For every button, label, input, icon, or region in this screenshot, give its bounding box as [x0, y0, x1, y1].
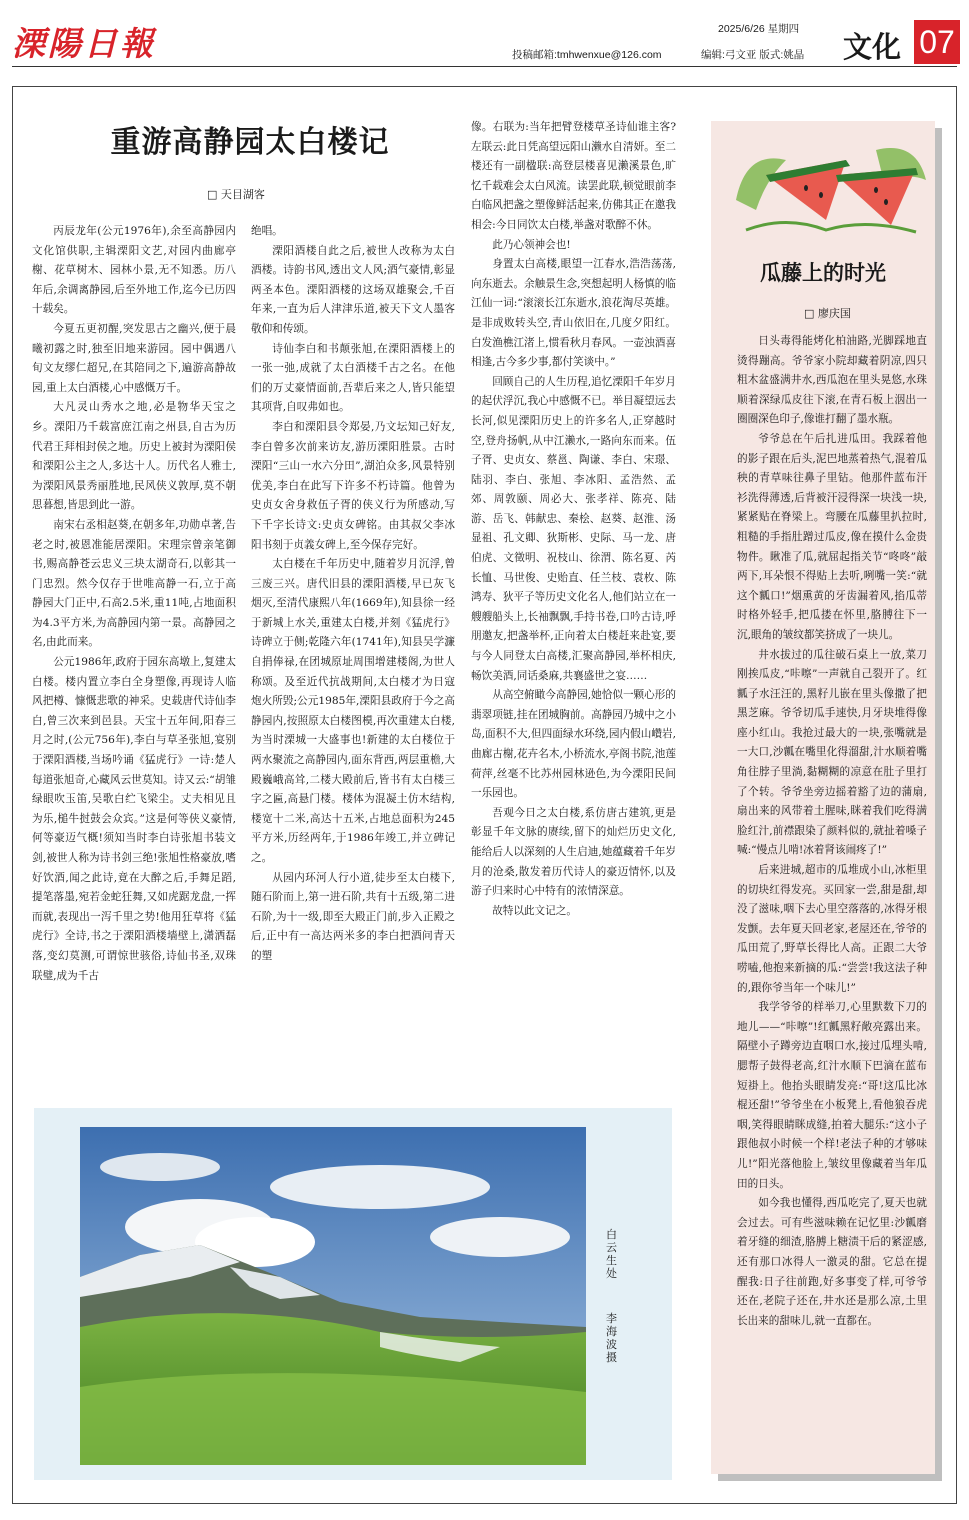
submission-email: 投稿邮箱:tmhwenxue@126.com: [512, 49, 662, 61]
section-title: 文化: [843, 30, 902, 64]
page-number-badge: 07: [914, 20, 960, 64]
paragraph: 诗仙李白和书颠张旭,在溧阳酒楼上的一张一弛,成就了太白酒楼千古之名。在他们的万丈豪情面前,吾辈后来之人,皆只能望其项背,自叹弗如也。: [251, 342, 455, 414]
watermelon-illustration: [726, 130, 934, 240]
paragraph: 回顾自己的人生历程,追忆溧阳千年岁月的起伏浮沉,我心中感慨不已。举目凝望远去长河,似见溧阳历史上的许多名人,正穿越时空,登舟扬帆,从中江濑水,一路向东而来。伍子胥、史贞女、蔡邕、陶谦、李白、宋璟、陆羽、李白、张旭、李冰阳、孟浩然、孟郊、周敦颐、周必大、张孝祥、陈亮、陆游、岳飞、韩献忠、秦桧、赵葵、赵淮、汤显祖、孔文卿、狄斯彬、史际、马一龙、唐伯虎、文徵明、祝枝山、徐渭、陈名夏、芮长恤、马世俊、史贻直、任兰枝、袁枚、陈鸿寿、狄平子等历史文化名人,他们站立在一艘艘船头上,长袖飘飘,手持书卷,口吟古诗,呼朋邀友,把盏举杯,正向着太白楼赶来赴宴,要与今人同登太白高楼,汇聚高静园,举杯相庆,畅饮美酒,同话桑麻,共襄盛世之宴……: [471, 375, 676, 682]
paragraph: 南宋右丞相赵葵,在朝多年,功勋卓著,告老之时,被恩准能居溧阳。宋理宗曾亲笔御书,赐高静苍云忠义三块太湖奇石,以彰其一门忠烈。然今仅存于世唯高静一石,立于高静园大门正中,石高2.5米,重11吨,占地面积为4.3平方米,为高静园内第一景。高静园之名,由此而来。: [32, 518, 236, 649]
paragraph: 爷爷总在午后扎进瓜田。我踩着他的影子跟在后头,泥巴地蒸着热气,混着瓜秧的青草味往鼻子里钻。他那件蓝布汗衫洗得薄透,后背被汗浸得深一块浅一块,紧紧贴在脊梁上。弯腰在瓜藤里扒拉时,粗糙的手指肚蹭过瓜皮,像在摸什么金贵物件。瞅准了瓜,就屈起指关节“咚咚”敲两下,耳朵恨不得贴上去听,咧嘴一笑:“就这个瓤口!”烟熏黄的牙齿漏着风,掐瓜蒂时格外轻手,把瓜搂在怀里,胳膊往下一沉,眼角的皱纹都笑挤成了一块儿。: [737, 432, 927, 641]
landscape-photo: [80, 1127, 586, 1465]
article-column-3: [471, 118, 676, 921]
sidebar-article-title: 瓜藤上的时光: [760, 261, 886, 285]
paragraph: 日头毒得能烤化柏油路,光脚踩地直烫得蹦高。爷爷家小院却藏着阴凉,四只粗木盆盛满井水,西瓜泡在里头晃悠,水珠顺着深绿瓜皮往下滚,在青石板上洇出一圈圈深色印子,像谁打翻了墨水瓶。: [737, 335, 927, 426]
header-rule: [12, 66, 957, 67]
paragraph: 今夏五更初醒,突发思古之幽兴,便于晨曦初露之时,独至旧地来游园。园中偶遇八旬文友缪仁超兄,在其陪同之下,遍游高静故园,重上太白酒楼,心中感慨万千。: [32, 322, 236, 394]
paragraph: 我学爷爷的样举刀,心里默数下刀的地儿——“咔嚓”!红瓤黑籽敞亮露出来。隔壁小子蹲旁边直咽口水,接过瓜埋头啃,腮帮子鼓得老高,红汁水顺下巴滴在蓝布短褂上。他抬头眼睛发亮:“哥!这瓜比冰棍还甜!”爷爷坐在小板凳上,看他狼吞虎咽,笑得眼睛眯成缝,拍着大腿乐:“这小子跟他叔小时候一个样!老法子种的才够味儿!”阳光落他脸上,皱纹里像藏着当年瓜田的日头。: [737, 1001, 927, 1190]
paragraph: 李白和溧阳县令郑晏,乃文坛知己好友,李白曾多次前来访友,游历溧阳胜景。古时溧阳“三山一水六分田”,湖泊众多,风景特别优美,李白在此写下许多不朽诗篇。他曾为史贞女舍身救伍子胥的侠义行为所感动,写下千字长诗文:史贞女碑铭。由其叔父李冰阳书刻于贞義女碑上,至今保存完好。: [251, 420, 455, 551]
paragraph: 溧阳酒楼自此之后,被世人改称为太白酒楼。诗韵书风,透出文人风;酒气豪情,彰显两圣本色。溧阳酒楼的这场双雄聚会,千百年来,一直为后人津津乐道,被天下文人墨客敬仰和传颂。: [251, 244, 455, 335]
paragraph: 故特以此文记之。: [492, 904, 577, 917]
paragraph: 吾观今日之太白楼,系仿唐古建筑,更是彰显千年文脉的赓续,留下的灿烂历史文化,能给后人以深刻的人生启迪,她蕴藏着千年岁月的沧桑,散发着历代诗人的豪迈情怀,以及游子归来时心中特有的浓情深意。: [471, 806, 676, 898]
paragraph: 身置太白高楼,眼望一江春水,浩浩荡荡,向东逝去。余触景生念,突想起明人杨慎的临江仙一词:“滚滚长江东逝水,浪花淘尽英雄。是非成败转头空,青山依旧在,几度夕阳红。白发渔樵江渚上,惯看秋月春风。一壶浊酒喜相逢,古今多少事,都付笑谈中。”: [471, 258, 676, 369]
paragraph: 后来进城,超市的瓜堆成小山,冰柜里的切块红得发亮。买回家一尝,甜是甜,却没了滋味,咽下去心里空落落的,冰得牙根发颤。去年夏天回老家,老屋还在,爷爷的瓜田荒了,野草长得比人高。正跟二大爷唠嗑,他抱来新摘的瓜:“尝尝!我这法子种的,跟你爷当年一个味儿!”: [737, 864, 927, 994]
paragraph: 大凡灵山秀水之地,必是物华天宝之乡。溧阳乃千载富庶江南之州县,自古为历代君王拜相封侯之地。历史上被封为溧阳侯和溧阳公主之人,多达十人。历代名人雅士,为溧阳风景秀丽胜地,民风侠义敦厚,莫不朝思暮想,皆思到此一游。: [32, 401, 236, 512]
article-column-2: [251, 222, 455, 967]
newspaper-masthead: 溧陽日報: [12, 24, 156, 63]
paragraph: 太白楼在千年历史中,随着岁月沉浮,曾三废三兴。唐代旧县的溧阳酒楼,早已灰飞烟灭,至清代康熙八年(1669年),知县徐一经于新城上水关,重建太白楼,并刻《猛虎行》诗碑立于侧;乾隆六年(1741年),知县吴学濂自捐俸禄,在团城原址周围增建楼阁,为世人称颂。及至近代抗战期间,太白楼才为日寇炮火所毁;公元1985年,溧阳县政府于今之高静园内,按照原太白楼图模,再次重建太白楼,为当时溧城一大盛事也!新建的太白楼位于两水聚流之高静园内,面东背西,两层重檐,大殿巍峨高耸,二楼大殿前后,皆书有太白楼三字之匾,高悬门楼。楼体为混凝土仿木结构,楼宽十二米,高达十五米,占地总面积为245平方米,历经两年,于1986年竣工,并立碑记之。: [251, 558, 455, 864]
paragraph: 丙辰龙年(公元1976年),余至高静园内文化馆供职,主辑溧阳文艺,对园内曲廊亭榭、花草树木、园林小景,无不知悉。历八年后,余调离静园,后至外地工作,迄今已历四十载矣。: [32, 225, 236, 316]
paragraph: 此乃心领神会也!: [492, 238, 571, 251]
paragraph: 像。右联为:当年把臂登楼草圣诗仙谁主客?左联云:此日凭高望远阳山濑水自清妍。至二楼还有一副楹联:高登层楼喜见濑溪景色,旷忆千载难会太白风流。读罢此联,顿觉眼前李白临风把盏之塑像鲜活起来,仿佛其正在邀我相会:今日同饮太白楼,举盏对歌醉不休。: [471, 121, 676, 231]
issue-date: 2025/6/26 星期四: [718, 23, 800, 35]
paragraph: 从园内环河人行小道,徒步至太白楼下,随石阶而上,第一进石阶,共有十五级,第二进石阶,为十一级,即至大殿正门前,步入正殿之后,正中有一高达两米多的李白把酒问青天的塑: [251, 871, 455, 962]
paragraph: 绝唱。: [251, 225, 283, 237]
photo-caption-credit: 李海波摄: [606, 1312, 617, 1364]
article-title: 重游高静园太白楼记: [110, 125, 390, 160]
editor-credits: 编辑:弓文亚 版式:姚晶: [701, 49, 805, 61]
paragraph: 从高空俯瞰今高静园,她恰似一颗心形的翡翠项链,挂在团城胸前。高静园乃城中之小岛,面积不大,但四面绿水环绕,园内假山巑岩,曲廊古榭,花卉名木,小桥流水,亭阁书院,池莲荷萍,丝毫不比苏州园林逊色,为今溧阳民间一乐园也。: [471, 689, 676, 800]
article-column-1: [32, 222, 236, 986]
paragraph: 公元1986年,政府于园东高墩上,复建太白楼。楼内置立李白全身塑像,再现诗人临风把樽、慷慨悲歌的神采。史载唐代诗仙李白,曾三次来到邑县。天宝十五年间,阳春三月之时,(公元756年),李白与草圣张旭,宴别于溧阳酒楼,当场吟诵《猛虎行》一诗:楚人每道张旭奇,心藏风云世莫知。诗又云:“胡雏绿眼吹玉笛,吴歌白纻飞梁尘。丈夫相见且为乐,槌牛挝鼓会众宾。”这是何等侠义豪情,何等豪迈气概!须知当时李白诗张旭书装文剑,被世人称为诗书剑三绝!张旭性格豪放,嗜好饮酒,闻之此诗,竟在大醉之后,手舞足蹈,提笔落墨,宛若金蛇狂舞,又如虎踞龙盘,一挥而就,表现出一泻千里之势!他用狂草将《猛虎行》全诗,书之于溧阳酒楼墙壁上,潇洒磊落,变幻莫测,可谓惊世骇俗,诗仙书圣,双珠联璧,成为千古: [32, 656, 236, 982]
paragraph: 如今我也懂得,西瓜吃完了,夏天也就会过去。可有些滋味赖在记忆里:沙瓤磨着牙缝的细渣,胳膊上糖渍干后的紧涩感,还有那口冰得人一激灵的甜。它总在提醒我:日子往前跑,好多事变了样,可爷爷还在,老院子还在,井水还是那么凉,土里长出来的甜味儿,就一直都在。: [737, 1197, 927, 1327]
sidebar-article-body: [737, 332, 927, 1331]
article-byline: □ 天目湖客: [207, 188, 265, 201]
photo-caption-title: 白云生处: [606, 1228, 617, 1280]
sidebar-article-byline: □ 廖庆国: [804, 307, 851, 320]
paragraph: 井水拔过的瓜往破石桌上一放,菜刀刚挨瓜皮,“咔嚓”一声就自己裂开了。红瓤子水汪汪的,黑籽儿嵌在里头像撒了把黑芝麻。爷爷切瓜手速快,月牙块堆得像座小红山。我抢过最大的一块,张嘴就是一大口,沙瓤在嘴里化得溜甜,汁水顺着嘴角往脖子里淌,黏糊糊的凉意在肚子里打了个转。爷爷坐旁边摇着豁了边的蒲扇,扇出来的风带着土腥味,眯着我们吃得满脸红汁,前襟跟染了颜料似的,就扯着嗓子喊:“慢点儿啃!冰着肾该闹疼了!”: [737, 648, 927, 857]
